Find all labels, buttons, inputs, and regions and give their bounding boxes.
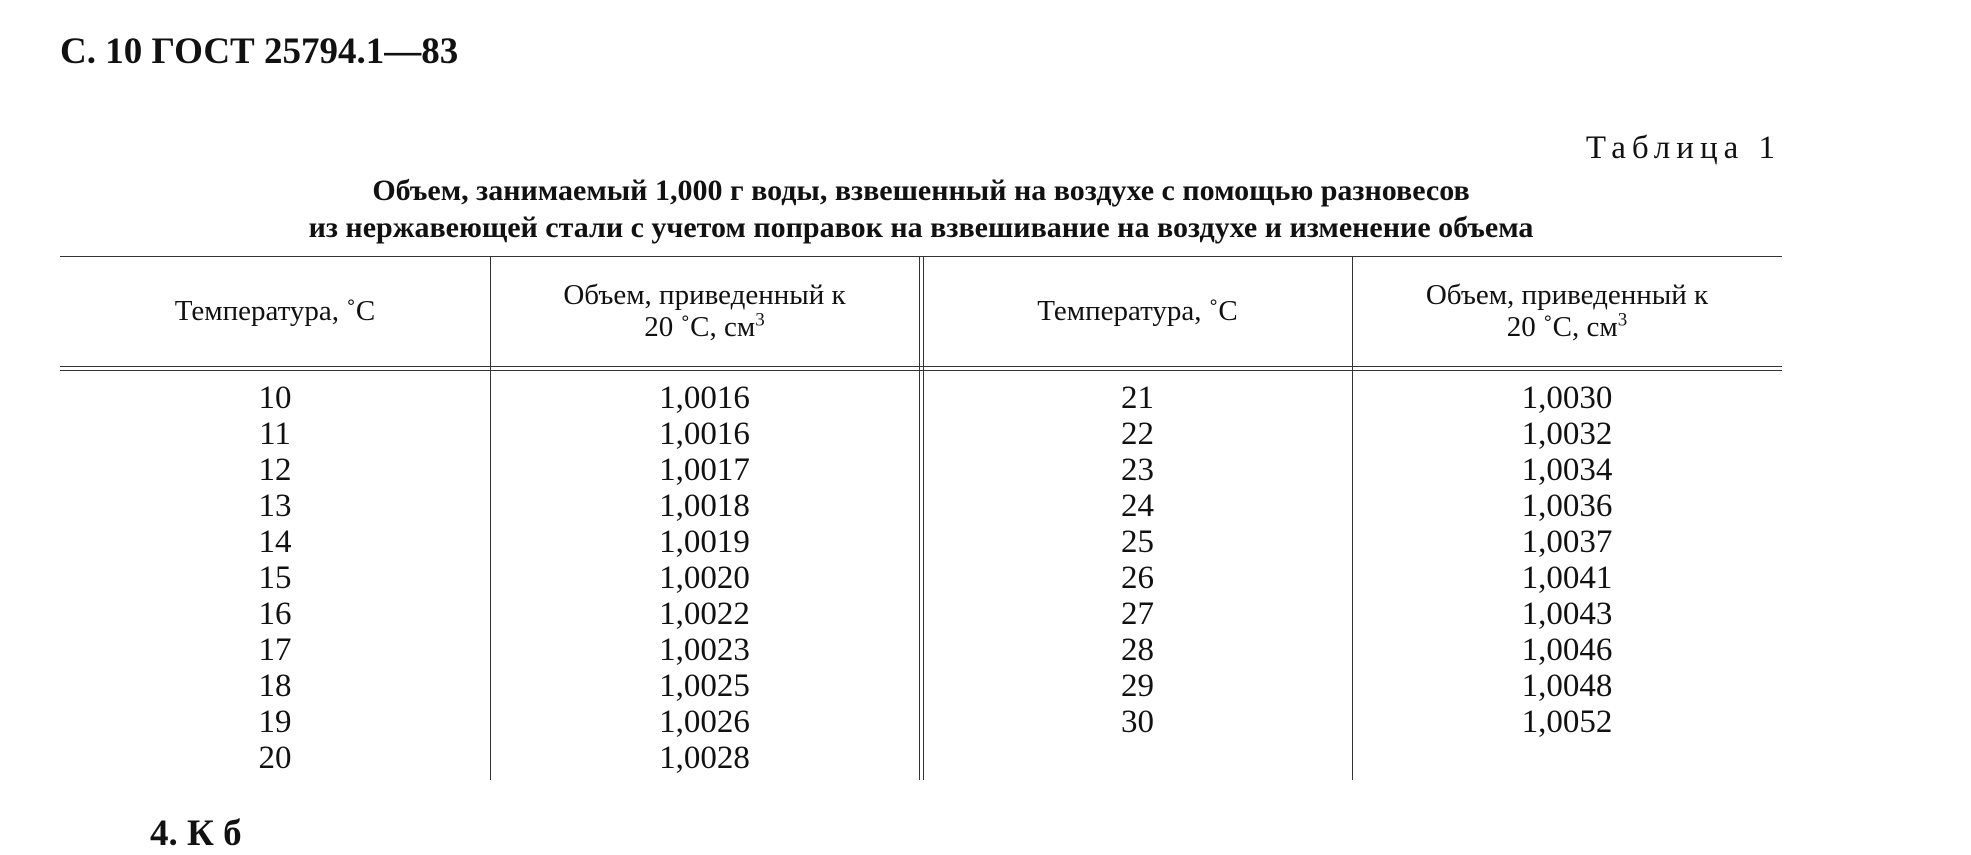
- volume-left-cell: 1,0017: [659, 452, 750, 488]
- temp-right-cell: 27: [1121, 596, 1154, 632]
- volume-right-cell: 1,0030: [1521, 380, 1613, 416]
- header-volume-right-line1: Объем, приведенный к: [1425, 279, 1709, 311]
- temp-left-cell: 15: [258, 560, 292, 596]
- temp-right-cell: 23: [1121, 452, 1154, 488]
- temp-right-cell: 24: [1121, 488, 1154, 524]
- temp-right-cell: 21: [1121, 380, 1154, 416]
- volume-left-cell: 1,0023: [659, 632, 750, 668]
- temp-left-cell: 20: [258, 740, 292, 776]
- column-temperature-left: [60, 380, 490, 776]
- temp-left-cell: 18: [258, 668, 292, 704]
- header-rule-lower: [60, 370, 1782, 371]
- column-volume-left: [490, 380, 919, 776]
- temp-left-cell: 17: [258, 632, 292, 668]
- header-temperature-left-text: Температура, ˚С: [174, 295, 376, 327]
- volume-left-cell: 1,0025: [659, 668, 750, 704]
- header-temperature-right: [923, 256, 1352, 366]
- data-table: [60, 256, 1782, 780]
- volume-right-cell: 1,0034: [1521, 452, 1613, 488]
- volume-left-cell: 1,0018: [659, 488, 750, 524]
- temp-left-cell: 11: [259, 416, 291, 452]
- temp-left-cell: 12: [258, 452, 292, 488]
- volume-left-cell: 1,0028: [659, 740, 750, 776]
- header-volume-right-superscript: 3: [1617, 309, 1628, 331]
- header-volume-left: [490, 256, 919, 366]
- volume-left-cell: 1,0026: [659, 704, 750, 740]
- temp-right-cell: 26: [1121, 560, 1154, 596]
- volume-right-cell: 1,0041: [1521, 560, 1613, 596]
- header-temperature-left: [60, 256, 490, 366]
- column-divider-2a: [919, 256, 920, 780]
- temp-left-cell: 13: [258, 488, 292, 524]
- volume-left-cell: 1,0020: [659, 560, 750, 596]
- volume-right-cell: 1,0032: [1521, 416, 1613, 452]
- header-rule-upper: [60, 366, 1782, 367]
- temp-left-cell: 10: [258, 380, 292, 416]
- temp-left-cell: 19: [258, 704, 292, 740]
- table-caption-line-2: из нержавеющей стали с учетом поправок на взвешивание на воздухе и изменение объема: [308, 211, 1534, 244]
- header-volume-left-line2: 20 ˚С, см: [644, 311, 756, 343]
- page-header: С. 10 ГОСТ 25794.1—83: [60, 31, 459, 72]
- volume-left-cell: 1,0016: [659, 416, 750, 452]
- header-volume-right-line2: 20 ˚С, см: [1506, 311, 1618, 343]
- volume-left-cell: 1,0022: [659, 596, 750, 632]
- table-caption: [60, 172, 1782, 246]
- volume-right-cell: 1,0036: [1521, 488, 1613, 524]
- header-temperature-right-text: Температура, ˚С: [1037, 295, 1238, 327]
- volume-left-cell: 1,0019: [659, 524, 750, 560]
- temp-left-cell: 16: [258, 596, 292, 632]
- header-volume-left-line1: Объем, приведенный к: [563, 279, 846, 311]
- temp-right-cell: 30: [1121, 704, 1154, 740]
- column-temperature-right: [923, 380, 1352, 740]
- temp-right-cell: 22: [1121, 416, 1154, 452]
- volume-right-cell: 1,0048: [1521, 668, 1613, 704]
- volume-right-cell: 1,0037: [1521, 524, 1613, 560]
- header-volume-right: [1352, 256, 1782, 366]
- table-number: Таблица 1: [1585, 130, 1781, 166]
- temp-right-cell: 28: [1121, 632, 1154, 668]
- header-volume-left-superscript: 3: [755, 309, 765, 331]
- volume-right-cell: 1,0043: [1521, 596, 1613, 632]
- table-caption-line-1: Объем, занимаемый 1,000 г воды, взвешенный на воздухе с помощью разновесов: [372, 174, 1470, 207]
- column-volume-right: [1352, 380, 1782, 740]
- temp-right-cell: 29: [1121, 668, 1154, 704]
- temp-right-cell: 25: [1121, 524, 1154, 560]
- volume-right-cell: 1,0046: [1521, 632, 1613, 668]
- volume-left-cell: 1,0016: [659, 380, 750, 416]
- volume-right-cell: 1,0052: [1521, 704, 1613, 740]
- cut-off-next-section: 4. К б: [150, 813, 242, 854]
- temp-left-cell: 14: [258, 524, 292, 560]
